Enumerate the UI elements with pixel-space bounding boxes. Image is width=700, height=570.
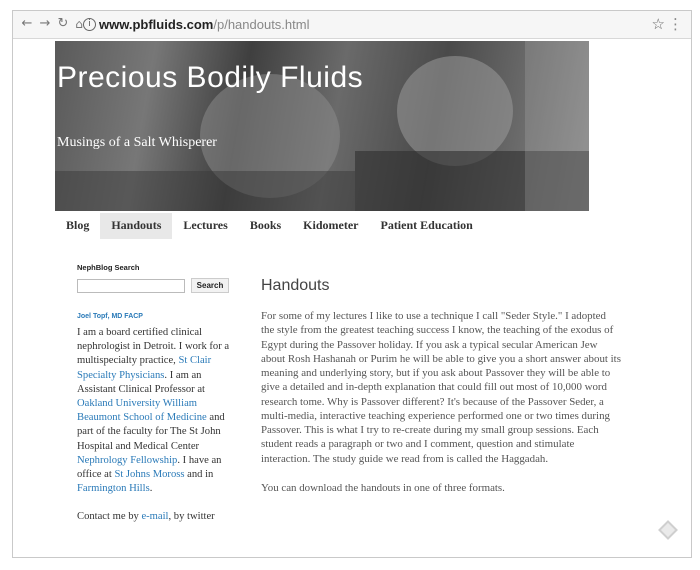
search-widget-title: NephBlog Search: [77, 263, 140, 272]
menu-item-books[interactable]: Books: [249, 218, 282, 232]
contact-label: , by twitter: [168, 511, 215, 523]
link-nephrology-fellowship[interactable]: Nephrology Fellowship: [77, 454, 178, 466]
main-content: [261, 277, 621, 495]
bio-text: . I have an office at: [77, 454, 222, 481]
reload-icon[interactable]: ↻: [57, 16, 69, 31]
link-farmington-hills[interactable]: Farmington Hills: [77, 483, 150, 495]
info-icon[interactable]: i: [83, 18, 96, 31]
sidebar: [77, 263, 237, 524]
menu-item-kidometer[interactable]: Kidometer: [303, 218, 359, 232]
download-paragraph: You can download the handouts in one of three formats.: [261, 481, 505, 494]
bio-text: and part of the faculty for The St John Hospital and Medical Center: [77, 412, 225, 452]
contact-text: [77, 510, 237, 524]
back-icon[interactable]: ←: [21, 16, 33, 31]
menu-item-blog[interactable]: Blog: [66, 218, 90, 232]
forward-icon[interactable]: →: [39, 16, 51, 31]
bio-text: and in: [184, 469, 214, 481]
bio-text: . I am an Assistant Clinical Professor at: [77, 369, 205, 395]
site-title[interactable]: Precious Bodily Fluids: [57, 61, 364, 94]
search-input[interactable]: [77, 279, 185, 293]
home-icon[interactable]: ⌂: [75, 17, 83, 31]
link-st-clair[interactable]: St Clair Specialty Physicians: [77, 355, 212, 381]
intro-paragraph: For some of my lectures I like to use a technique I call "Seder Style." I adopted the style from the greatest teaching success I know, the teaching of the exodus of Egypt during the Passover holiday. If you ask a typical secular American Jew about Rosh Hashanah or Purim he will be able to give you a short answer about its meaning and underlying story, but if you ask about Passover they will be able to give a detailed and in-depth explanation that could fill out most of 10,000 word research tome. Why is Passover different? It's because of the Passover Seder, a multi-media, interactive teaching experience performed one or two times during Passover. This is what I try to re-create during my small group sessions. Each student reads a paragraph or two and I comment, question and stimulate interaction. The study guide we read from is called the Haggadah.: [261, 310, 621, 465]
url-domain: www.pbfluids.com: [99, 17, 214, 32]
browser-window: [12, 10, 692, 558]
contact-label: Contact me by: [77, 511, 142, 523]
author-bio: [77, 326, 237, 496]
top-menu: [55, 213, 484, 239]
bio-text: I am a board certified clinical nephrologist in Detroit. I work for a multispecialty practice,: [77, 327, 230, 367]
page-title: Handouts: [261, 277, 330, 294]
bio-text: .: [149, 483, 153, 495]
address-bar[interactable]: [99, 17, 309, 32]
search-button[interactable]: Search: [191, 278, 229, 293]
author-name[interactable]: Joel Topf, MD FACP: [77, 313, 143, 320]
menu-item-patient-education[interactable]: Patient Education: [380, 218, 473, 232]
url-path: /p/handouts.html: [213, 17, 310, 32]
header-banner: [55, 41, 589, 211]
link-st-johns-moross[interactable]: St Johns Moross: [114, 469, 185, 481]
site-tagline: Musings of a Salt Whisperer: [57, 135, 217, 150]
search-row: [77, 278, 237, 293]
star-icon[interactable]: ☆: [651, 15, 665, 33]
link-oakland-university[interactable]: Oakland University William Beaumont School of Medicine: [77, 398, 207, 424]
tag-icon[interactable]: [658, 520, 678, 540]
kebab-menu-icon[interactable]: ⋮: [668, 15, 683, 33]
browser-toolbar: [13, 11, 691, 39]
menu-item-lectures[interactable]: Lectures: [183, 218, 228, 232]
menu-item-handouts[interactable]: Handouts: [100, 213, 172, 239]
email-link[interactable]: e-mail: [141, 511, 169, 523]
